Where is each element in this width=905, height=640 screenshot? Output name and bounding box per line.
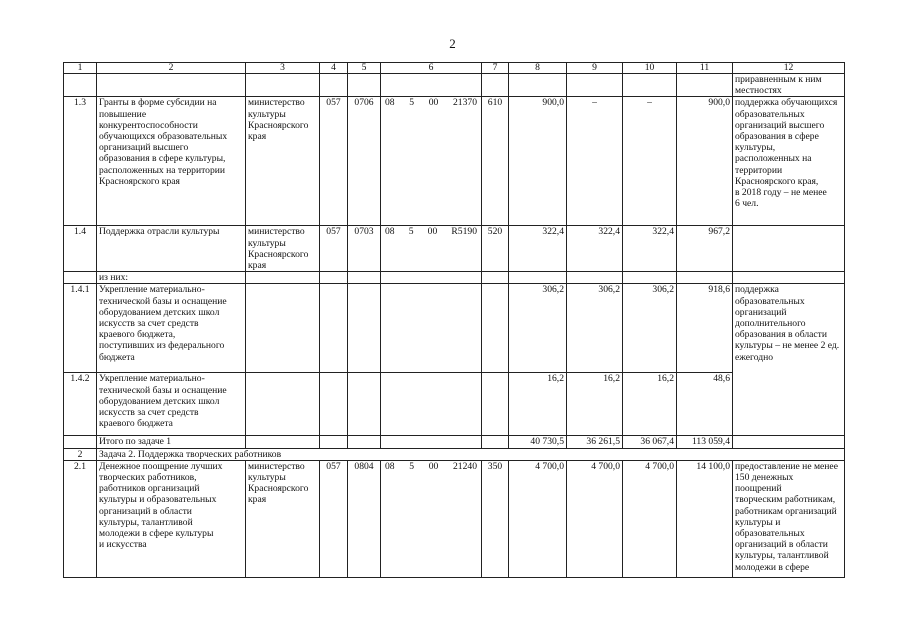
code-part: 00 <box>428 460 439 472</box>
amount-cell: 306,2 <box>567 284 623 373</box>
amount-cell: 36 067,4 <box>623 436 677 448</box>
code-part: 08 <box>385 97 395 109</box>
row-name: Укрепление материально- технической базы и оснащение оборудованием детских школ искусств за счет средств краевого бюджета, поступивших из федерального бюджета <box>97 284 246 373</box>
amount-cell: 322,4 <box>623 226 677 272</box>
code-part: 08 <box>385 460 395 472</box>
table-row <box>64 74 845 97</box>
column-header: 12 <box>733 63 845 74</box>
table-row <box>64 97 845 226</box>
result-cell: предоставление не менее 150 денежных поощрений творческим работникам, работникам организаций культуры и образовательных организаций в области культуры, талантливой молодежи в сфере <box>733 460 845 577</box>
table-row <box>64 460 845 577</box>
amount-cell: 16,2 <box>509 373 567 436</box>
amount-cell: 306,2 <box>509 284 567 373</box>
header-row <box>64 63 845 74</box>
amount-cell: 48,6 <box>677 373 733 436</box>
section-row <box>64 448 845 460</box>
column-header: 2 <box>97 63 246 74</box>
section-title: Задача 2. Поддержка творческих работников <box>97 448 845 460</box>
code-part: 5 <box>409 97 415 109</box>
column-header: 11 <box>677 63 733 74</box>
amount-cell: 4 700,0 <box>567 460 623 577</box>
amount-cell: – <box>623 97 677 226</box>
code-part: 00 <box>428 97 439 109</box>
amount-cell: – <box>567 97 623 226</box>
code-part: R5190 <box>451 226 477 238</box>
table-row <box>64 373 845 436</box>
code-part: 5 <box>408 226 414 238</box>
amount-cell: 16,2 <box>623 373 677 436</box>
amount-cell: 4 700,0 <box>623 460 677 577</box>
code-part: 21240 <box>453 460 477 472</box>
amount-cell: 14 100,0 <box>677 460 733 577</box>
table-row <box>64 272 845 284</box>
column-header: 5 <box>348 63 381 74</box>
budget-table <box>63 62 845 578</box>
result-cell: поддержка обучающихся образовательных организаций высшего образования в сфере культуры, расположенных на территории Красноярского края, в 2018 году – не менее 6 чел. <box>733 97 845 226</box>
grbs-cell: министерство культуры Красноярского края <box>246 460 320 577</box>
page-number: 2 <box>449 36 456 51</box>
result-cell: приравненным к ним местностях <box>733 74 845 97</box>
column-header: 8 <box>509 63 567 74</box>
code-cell: 0703 <box>348 226 381 272</box>
code-cell: 610 <box>482 97 509 226</box>
total-label: Итого по задаче 1 <box>97 436 246 448</box>
amount-cell: 16,2 <box>567 373 623 436</box>
table-row <box>64 284 845 373</box>
code-csr-cell <box>381 97 482 226</box>
amount-cell: 322,4 <box>567 226 623 272</box>
code-cell: 350 <box>482 460 509 577</box>
column-header: 4 <box>320 63 348 74</box>
code-csr-cell <box>381 226 482 272</box>
grbs-cell: министерство культуры Красноярского края <box>246 97 320 226</box>
code-part: 5 <box>409 460 415 472</box>
row-number: 1.4 <box>64 226 97 272</box>
amount-cell: 918,6 <box>677 284 733 373</box>
amount-cell: 40 730,5 <box>509 436 567 448</box>
result-cell: поддержка образовательных организаций дополнительного образования в области культуры – не менее 2 ед. ежегодно <box>733 284 845 436</box>
column-header: 3 <box>246 63 320 74</box>
row-name: Укрепление материально- технической базы и оснащение оборудованием детских школ искусств за счет средств краевого бюджета <box>97 373 246 436</box>
row-name: Поддержка отрасли культуры <box>97 226 246 272</box>
code-part: 00 <box>427 226 438 238</box>
total-row <box>64 436 845 448</box>
code-cell: 0706 <box>348 97 381 226</box>
row-number: 1.4.1 <box>64 284 97 373</box>
column-header: 1 <box>64 63 97 74</box>
amount-cell: 900,0 <box>509 97 567 226</box>
row-name: Денежное поощрение лучших творческих работников, работников организаций культуры и образовательных организаций в области культуры, талантливой молодежи в сфере культуры и искусства <box>97 460 246 577</box>
result-cell <box>733 226 845 272</box>
code-csr-cell <box>381 460 482 577</box>
row-number: 1.3 <box>64 97 97 226</box>
amount-cell: 113 059,4 <box>677 436 733 448</box>
code-cell: 520 <box>482 226 509 272</box>
row-name: Гранты в форме субсидии на повышение конкурентоспособности обучающихся образовательных организаций высшего образования в сфере культуры, расположенных на территории Красноярского края <box>97 97 246 226</box>
code-cell: 057 <box>320 460 348 577</box>
column-header: 9 <box>567 63 623 74</box>
grbs-cell: министерство культуры Красноярского края <box>246 226 320 272</box>
amount-cell: 306,2 <box>623 284 677 373</box>
code-part: 08 <box>385 226 395 238</box>
amount-cell: 36 261,5 <box>567 436 623 448</box>
column-header: 7 <box>482 63 509 74</box>
amount-cell: 322,4 <box>509 226 567 272</box>
code-cell: 057 <box>320 97 348 226</box>
amount-cell: 967,2 <box>677 226 733 272</box>
code-part: 21370 <box>453 97 477 109</box>
code-cell: 0804 <box>348 460 381 577</box>
column-header: 6 <box>381 63 482 74</box>
code-cell: 057 <box>320 226 348 272</box>
row-number: 2.1 <box>64 460 97 577</box>
amount-cell: 900,0 <box>677 97 733 226</box>
row-number: 2 <box>64 448 97 460</box>
table-row <box>64 226 845 272</box>
amount-cell: 4 700,0 <box>509 460 567 577</box>
row-name: из них: <box>97 272 246 284</box>
column-header: 10 <box>623 63 677 74</box>
row-number: 1.4.2 <box>64 373 97 436</box>
